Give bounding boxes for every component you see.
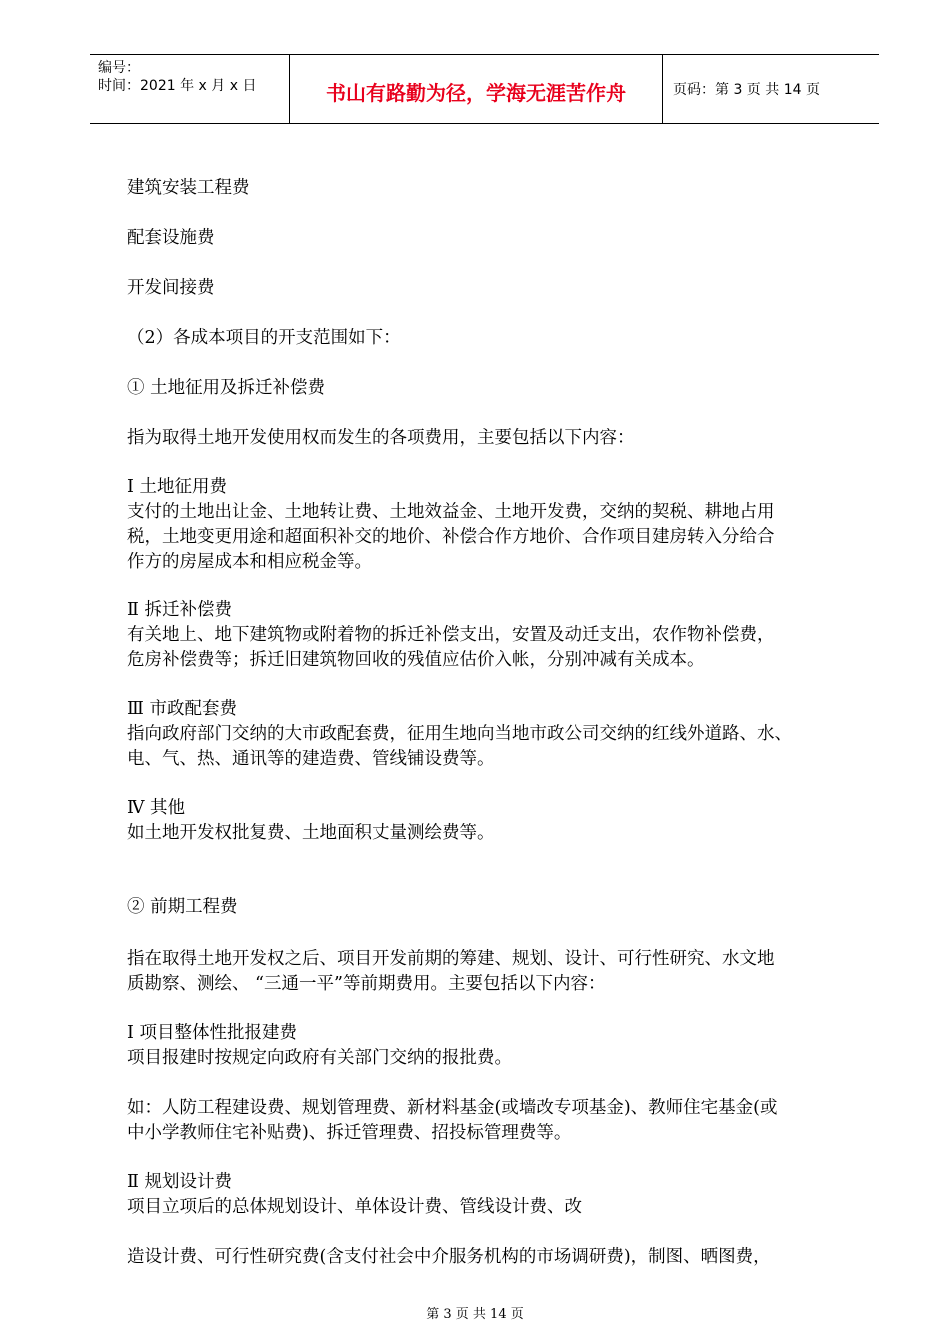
section-heading: ② 前期工程费	[127, 897, 238, 917]
motto-text: 书山有路勤为径，学海无涯苦作舟	[326, 81, 626, 105]
body-line: 危房补偿费等；拆迁旧建筑物回收的残值应估价入帐，分别冲减有关成本。	[127, 650, 705, 670]
body-line: 质勘察、测绘、 “三通一平”等前期费用。主要包括以下内容：	[127, 974, 606, 994]
body-line: 指向政府部门交纳的大市政配套费，征用生地向当地市政公司交纳的红线外道路、水、	[127, 724, 792, 744]
body-line: 税，土地变更用途和超面积补交的地价、补偿合作方地价、合作项目建房转入分给合	[127, 527, 775, 547]
page-info: 页码：第 3 页 共 14 页	[673, 82, 820, 98]
body-line: 如土地开发权批复费、土地面积丈量测绘费等。	[127, 823, 495, 843]
header-meta-cell	[90, 55, 290, 123]
subsection-heading: Ⅱ 拆迁补偿费	[127, 600, 232, 620]
body-line: 建筑安装工程费	[127, 178, 250, 198]
document-header	[90, 54, 879, 124]
body-line: 造设计费、可行性研究费(含支付社会中介服务机构的市场调研费)，制图、晒图费，	[127, 1247, 771, 1267]
body-line: 作方的房屋成本和相应税金等。	[127, 552, 372, 572]
time-label: 时间：2021 年 x 月 x 日	[98, 78, 257, 94]
body-line: 指为取得土地开发使用权而发生的各项费用，主要包括以下内容：	[127, 428, 635, 448]
body-line: 配套设施费	[127, 228, 215, 248]
subsection-heading: Ⅲ 市政配套费	[127, 699, 237, 719]
number-label: 编号：	[98, 60, 140, 76]
body-line: 有关地上、地下建筑物或附着物的拆迁补偿支出，安置及动迁支出，农作物补偿费，	[127, 625, 775, 645]
subsection-heading: I 项目整体性批报建费	[127, 1023, 297, 1043]
body-line: 项目立项后的总体规划设计、单体设计费、管线设计费、改	[127, 1197, 582, 1217]
subsection-heading: I 土地征用费	[127, 477, 227, 497]
page-footer: 第 3 页 共 14 页	[426, 1307, 524, 1322]
body-line: （2）各成本项目的开支范围如下：	[127, 328, 401, 348]
header-page-cell	[663, 55, 879, 123]
body-line: 开发间接费	[127, 278, 215, 298]
body-line: 电、气、热、通讯等的建造费、管线铺设费等。	[127, 749, 495, 769]
header-motto-cell	[290, 55, 663, 123]
body-line: 项目报建时按规定向政府有关部门交纳的报批费。	[127, 1048, 512, 1068]
subsection-heading: Ⅱ 规划设计费	[127, 1172, 232, 1192]
body-line: 支付的土地出让金、土地转让费、土地效益金、土地开发费，交纳的契税、耕地占用	[127, 502, 775, 522]
section-heading: ① 土地征用及拆迁补偿费	[127, 378, 326, 398]
body-line: 如：人防工程建设费、规划管理费、新材料基金(或墙改专项基金)、教师住宅基金(或	[127, 1098, 778, 1118]
subsection-heading: Ⅳ 其他	[127, 798, 186, 818]
body-line: 中小学教师住宅补贴费)、拆迁管理费、招投标管理费等。	[127, 1123, 572, 1143]
body-line: 指在取得土地开发权之后、项目开发前期的筹建、规划、设计、可行性研究、水文地	[127, 949, 775, 969]
